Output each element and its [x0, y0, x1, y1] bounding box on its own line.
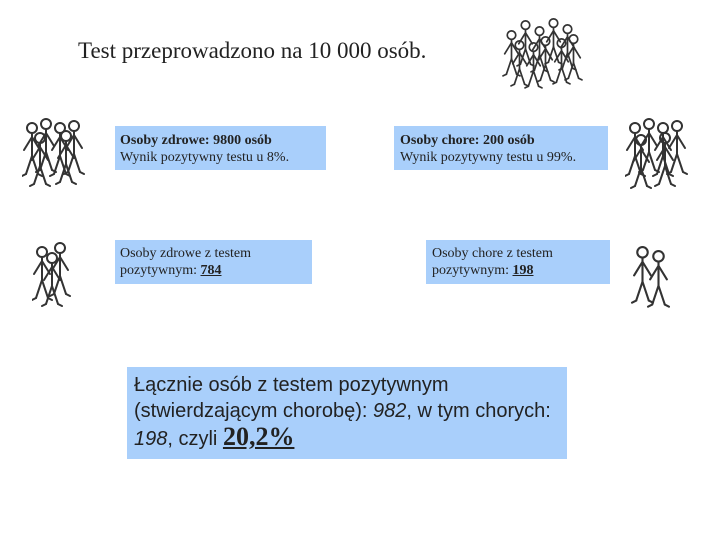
sick-people-box: [394, 126, 608, 170]
sick-positive-text: Osoby chore z testem pozytywnym:: [432, 246, 553, 278]
healthy-positive-rate-label: Wynik pozytywny testu u 8%.: [120, 150, 290, 165]
crowd-of-stick-figures-icon: [495, 12, 585, 92]
summary-percent: 20,2%: [222, 422, 295, 451]
group-of-stick-figures-icon: [625, 116, 693, 196]
sick-positive-box: [426, 240, 610, 284]
healthy-people-box: [115, 126, 326, 170]
summary-text-a: Łącznie osób z testem pozytywnym (stwierdzającym chorobę):: [134, 374, 449, 422]
sick-count-label: Osoby chore: 200 osób: [400, 133, 535, 148]
group-of-stick-figures-icon: [22, 116, 92, 194]
summary-total: 982: [372, 400, 407, 422]
summary-text-c: , czyli: [167, 428, 223, 450]
sick-positive-value: 198: [512, 263, 534, 278]
page-title: Test przeprowadzono na 10 000 osób.: [78, 38, 427, 63]
healthy-positive-box: [115, 240, 312, 284]
summary-sick: 198: [134, 428, 168, 450]
sick-positive-rate-label: Wynik pozytywny testu u 99%.: [400, 150, 577, 165]
summary-text-b: , w tym chorych:: [406, 400, 551, 422]
healthy-positive-value: 784: [200, 263, 222, 278]
healthy-count-label: Osoby zdrowe: 9800 osób: [120, 133, 272, 148]
summary-box: [127, 367, 567, 459]
pair-of-stick-figures-icon: [628, 240, 674, 314]
pair-of-stick-figures-icon: [32, 238, 80, 310]
healthy-positive-text: Osoby zdrowe z testem pozytywnym:: [120, 246, 252, 278]
